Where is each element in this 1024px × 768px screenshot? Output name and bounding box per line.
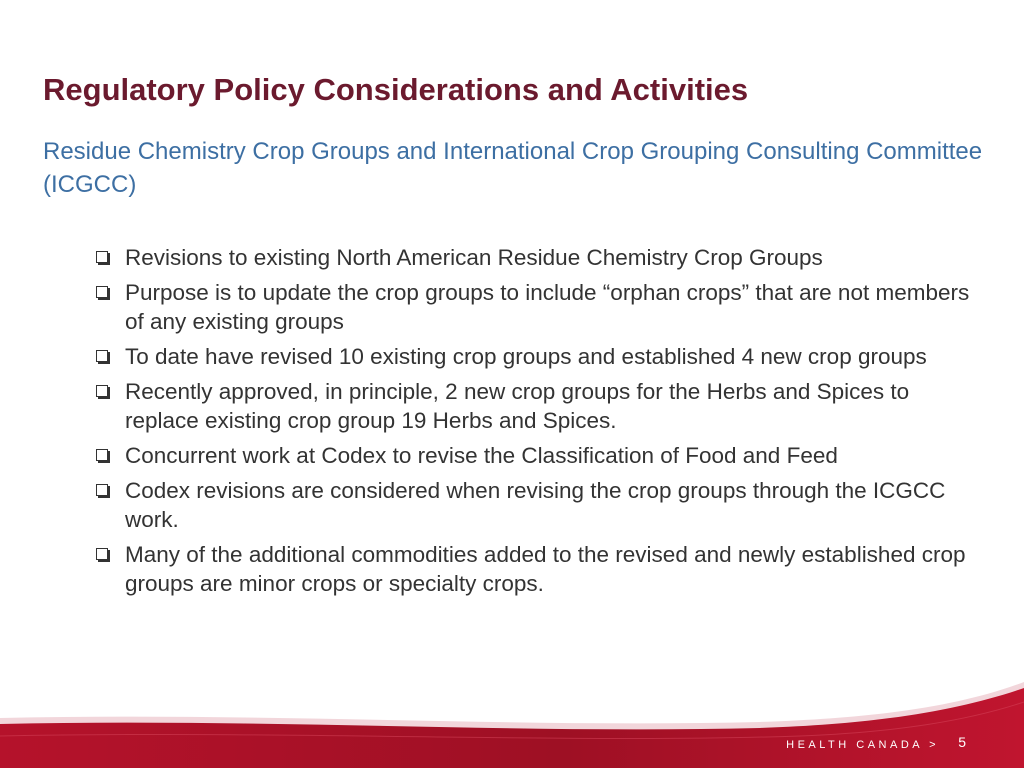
bullet-item <box>96 540 986 598</box>
bullet-item <box>96 441 986 470</box>
bullet-text: Codex revisions are considered when revising the crop groups through the ICGCC work. <box>125 478 946 532</box>
checkbox-bullet-icon <box>96 350 108 362</box>
footer-wave-banner <box>0 678 1024 768</box>
bullet-text: Recently approved, in principle, 2 new crop groups for the Herbs and Spices to replace existing crop group 19 Herbs and Spices. <box>125 379 910 433</box>
bullet-list <box>96 243 986 604</box>
checkbox-bullet-icon <box>96 449 108 461</box>
slide-title: Regulatory Policy Considerations and Activities <box>43 72 749 107</box>
bullet-text: To date have revised 10 existing crop groups and established 4 new crop groups <box>125 344 927 369</box>
bullet-text: Purpose is to update the crop groups to include “orphan crops” that are not members of any existing groups <box>125 280 970 334</box>
checkbox-bullet-icon <box>96 251 108 263</box>
page-number: 5 <box>958 734 966 750</box>
bullet-item <box>96 377 986 435</box>
bullet-item <box>96 342 986 371</box>
bullet-item <box>96 476 986 534</box>
footer-brand: HEALTH CANADA > <box>786 739 939 751</box>
bullet-item <box>96 278 986 336</box>
bullet-item <box>96 243 986 272</box>
bullet-text: Revisions to existing North American Residue Chemistry Crop Groups <box>125 245 823 270</box>
checkbox-bullet-icon <box>96 385 108 397</box>
bullet-text: Concurrent work at Codex to revise the Classification of Food and Feed <box>125 443 838 468</box>
checkbox-bullet-icon <box>96 484 108 496</box>
slide-subtitle: Residue Chemistry Crop Groups and International Crop Grouping Consulting Committee (ICGCC) <box>43 138 983 198</box>
checkbox-bullet-icon <box>96 286 108 298</box>
checkbox-bullet-icon <box>96 548 108 560</box>
bullet-text: Many of the additional commodities added to the revised and newly established crop groups are minor crops or specialty crops. <box>125 542 966 596</box>
